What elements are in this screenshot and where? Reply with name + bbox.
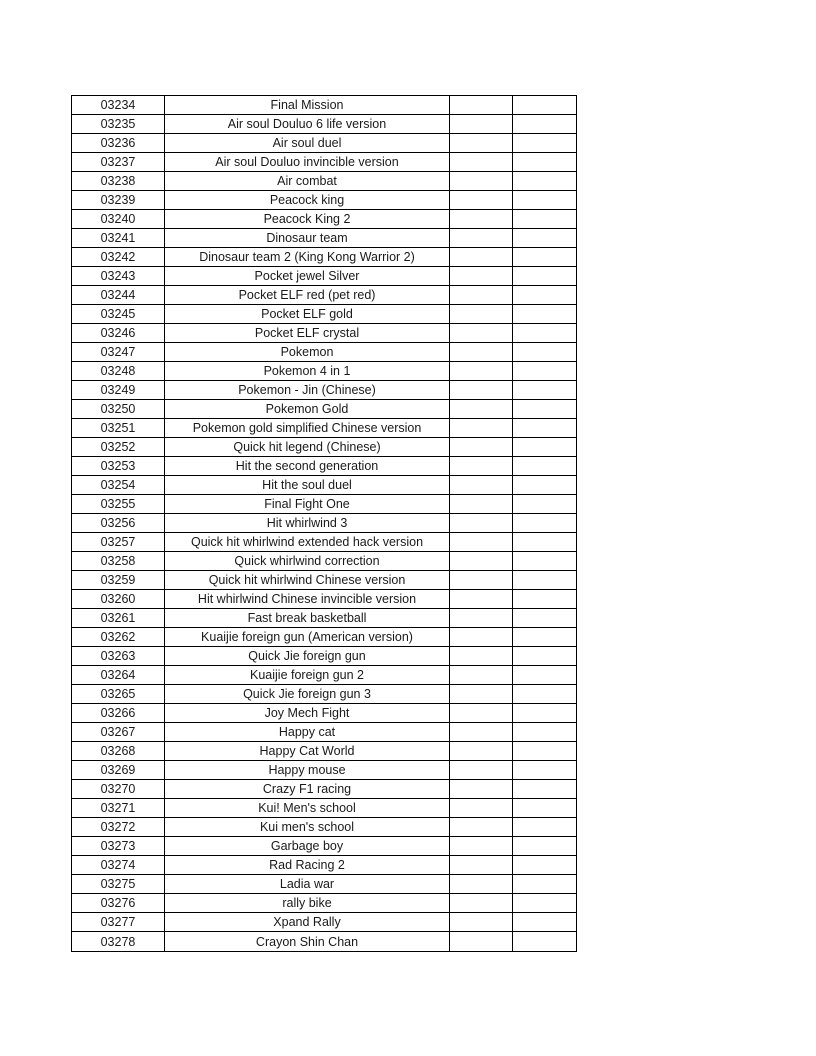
cell-name: Quick Jie foreign gun 3 xyxy=(165,685,450,703)
table-row xyxy=(72,400,576,419)
cell-col3 xyxy=(450,742,513,760)
cell-col4 xyxy=(513,647,576,665)
cell-col4 xyxy=(513,267,576,285)
cell-col3 xyxy=(450,419,513,437)
cell-id: 03265 xyxy=(72,685,165,703)
table-row xyxy=(72,343,576,362)
cell-col3 xyxy=(450,799,513,817)
cell-id: 03274 xyxy=(72,856,165,874)
cell-name: Pocket ELF crystal xyxy=(165,324,450,342)
table-row xyxy=(72,571,576,590)
table-row xyxy=(72,913,576,932)
table-row xyxy=(72,609,576,628)
cell-col3 xyxy=(450,552,513,570)
cell-name: Xpand Rally xyxy=(165,913,450,931)
cell-col3 xyxy=(450,495,513,513)
table-row xyxy=(72,647,576,666)
game-list-table xyxy=(71,95,577,952)
table-row xyxy=(72,685,576,704)
table-row xyxy=(72,514,576,533)
cell-col3 xyxy=(450,381,513,399)
cell-col4 xyxy=(513,742,576,760)
cell-col4 xyxy=(513,571,576,589)
cell-name: Dinosaur team 2 (King Kong Warrior 2) xyxy=(165,248,450,266)
cell-id: 03270 xyxy=(72,780,165,798)
cell-name: Joy Mech Fight xyxy=(165,704,450,722)
cell-col3 xyxy=(450,761,513,779)
cell-name: Fast break basketball xyxy=(165,609,450,627)
cell-name: Quick hit legend (Chinese) xyxy=(165,438,450,456)
cell-id: 03261 xyxy=(72,609,165,627)
table-row xyxy=(72,248,576,267)
cell-col3 xyxy=(450,723,513,741)
cell-id: 03250 xyxy=(72,400,165,418)
table-row xyxy=(72,628,576,647)
cell-name: Quick whirlwind correction xyxy=(165,552,450,570)
cell-id: 03247 xyxy=(72,343,165,361)
cell-col4 xyxy=(513,343,576,361)
cell-col3 xyxy=(450,818,513,836)
cell-col4 xyxy=(513,856,576,874)
cell-col4 xyxy=(513,248,576,266)
table-row xyxy=(72,780,576,799)
cell-col3 xyxy=(450,647,513,665)
cell-col4 xyxy=(513,172,576,190)
cell-col3 xyxy=(450,590,513,608)
cell-name: Air soul duel xyxy=(165,134,450,152)
cell-col3 xyxy=(450,628,513,646)
cell-id: 03266 xyxy=(72,704,165,722)
cell-name: Air soul Douluo 6 life version xyxy=(165,115,450,133)
cell-col4 xyxy=(513,932,576,951)
cell-id: 03244 xyxy=(72,286,165,304)
cell-name: Rad Racing 2 xyxy=(165,856,450,874)
cell-col3 xyxy=(450,210,513,228)
cell-id: 03252 xyxy=(72,438,165,456)
cell-col4 xyxy=(513,191,576,209)
cell-name: Happy Cat World xyxy=(165,742,450,760)
cell-col3 xyxy=(450,362,513,380)
cell-name: Kuaijie foreign gun 2 xyxy=(165,666,450,684)
cell-name: Pokemon - Jin (Chinese) xyxy=(165,381,450,399)
table-row xyxy=(72,495,576,514)
cell-id: 03255 xyxy=(72,495,165,513)
table-row xyxy=(72,362,576,381)
table-row xyxy=(72,115,576,134)
cell-id: 03271 xyxy=(72,799,165,817)
cell-id: 03257 xyxy=(72,533,165,551)
cell-col3 xyxy=(450,153,513,171)
cell-name: Ladia war xyxy=(165,875,450,893)
table-row xyxy=(72,229,576,248)
cell-name: Crayon Shin Chan xyxy=(165,932,450,951)
cell-col3 xyxy=(450,229,513,247)
cell-col4 xyxy=(513,286,576,304)
table-row xyxy=(72,96,576,115)
cell-id: 03243 xyxy=(72,267,165,285)
cell-id: 03264 xyxy=(72,666,165,684)
cell-col3 xyxy=(450,324,513,342)
cell-name: Happy cat xyxy=(165,723,450,741)
cell-col3 xyxy=(450,875,513,893)
table-row xyxy=(72,476,576,495)
cell-id: 03258 xyxy=(72,552,165,570)
cell-col3 xyxy=(450,932,513,951)
cell-id: 03269 xyxy=(72,761,165,779)
cell-id: 03277 xyxy=(72,913,165,931)
cell-name: Happy mouse xyxy=(165,761,450,779)
cell-col4 xyxy=(513,438,576,456)
cell-col4 xyxy=(513,115,576,133)
table-row xyxy=(72,533,576,552)
cell-col3 xyxy=(450,704,513,722)
cell-col3 xyxy=(450,172,513,190)
cell-col4 xyxy=(513,400,576,418)
cell-id: 03278 xyxy=(72,932,165,951)
cell-id: 03236 xyxy=(72,134,165,152)
cell-name: Kuaijie foreign gun (American version) xyxy=(165,628,450,646)
cell-col3 xyxy=(450,685,513,703)
table-row xyxy=(72,153,576,172)
cell-name: Air soul Douluo invincible version xyxy=(165,153,450,171)
cell-name: Pocket jewel Silver xyxy=(165,267,450,285)
table-row xyxy=(72,438,576,457)
cell-col3 xyxy=(450,913,513,931)
table-row xyxy=(72,666,576,685)
cell-col4 xyxy=(513,761,576,779)
cell-col4 xyxy=(513,780,576,798)
cell-col4 xyxy=(513,153,576,171)
cell-name: Garbage boy xyxy=(165,837,450,855)
cell-col3 xyxy=(450,533,513,551)
cell-id: 03262 xyxy=(72,628,165,646)
table-row xyxy=(72,210,576,229)
cell-col4 xyxy=(513,362,576,380)
cell-id: 03259 xyxy=(72,571,165,589)
cell-col4 xyxy=(513,134,576,152)
table-row xyxy=(72,742,576,761)
cell-name: Hit whirlwind 3 xyxy=(165,514,450,532)
cell-col4 xyxy=(513,628,576,646)
cell-id: 03263 xyxy=(72,647,165,665)
cell-name: rally bike xyxy=(165,894,450,912)
cell-col4 xyxy=(513,419,576,437)
cell-id: 03256 xyxy=(72,514,165,532)
cell-col4 xyxy=(513,704,576,722)
cell-col3 xyxy=(450,457,513,475)
cell-id: 03267 xyxy=(72,723,165,741)
cell-id: 03235 xyxy=(72,115,165,133)
cell-id: 03238 xyxy=(72,172,165,190)
cell-name: Crazy F1 racing xyxy=(165,780,450,798)
cell-col3 xyxy=(450,856,513,874)
cell-name: Pocket ELF gold xyxy=(165,305,450,323)
cell-col4 xyxy=(513,913,576,931)
table-row xyxy=(72,381,576,400)
cell-col4 xyxy=(513,590,576,608)
table-row xyxy=(72,286,576,305)
cell-col3 xyxy=(450,267,513,285)
cell-col3 xyxy=(450,134,513,152)
table-row xyxy=(72,267,576,286)
cell-name: Hit whirlwind Chinese invincible version xyxy=(165,590,450,608)
cell-name: Peacock King 2 xyxy=(165,210,450,228)
table-row xyxy=(72,305,576,324)
cell-id: 03245 xyxy=(72,305,165,323)
cell-name: Peacock king xyxy=(165,191,450,209)
cell-id: 03239 xyxy=(72,191,165,209)
cell-id: 03276 xyxy=(72,894,165,912)
cell-col3 xyxy=(450,514,513,532)
table-row xyxy=(72,552,576,571)
cell-id: 03253 xyxy=(72,457,165,475)
cell-col3 xyxy=(450,115,513,133)
cell-id: 03273 xyxy=(72,837,165,855)
cell-name: Pokemon xyxy=(165,343,450,361)
cell-col3 xyxy=(450,894,513,912)
table-row xyxy=(72,191,576,210)
cell-col3 xyxy=(450,609,513,627)
cell-col4 xyxy=(513,609,576,627)
cell-col4 xyxy=(513,514,576,532)
cell-id: 03249 xyxy=(72,381,165,399)
cell-col3 xyxy=(450,438,513,456)
cell-col4 xyxy=(513,533,576,551)
table-row xyxy=(72,837,576,856)
table-row xyxy=(72,856,576,875)
cell-col3 xyxy=(450,780,513,798)
table-row xyxy=(72,172,576,191)
cell-col4 xyxy=(513,476,576,494)
cell-id: 03237 xyxy=(72,153,165,171)
table-row xyxy=(72,134,576,153)
cell-col3 xyxy=(450,571,513,589)
cell-id: 03268 xyxy=(72,742,165,760)
cell-name: Hit the soul duel xyxy=(165,476,450,494)
cell-col4 xyxy=(513,685,576,703)
cell-col4 xyxy=(513,96,576,114)
table-row xyxy=(72,894,576,913)
cell-name: Hit the second generation xyxy=(165,457,450,475)
cell-id: 03240 xyxy=(72,210,165,228)
cell-col3 xyxy=(450,96,513,114)
table-row xyxy=(72,761,576,780)
cell-col4 xyxy=(513,666,576,684)
cell-name: Pokemon gold simplified Chinese version xyxy=(165,419,450,437)
cell-name: Dinosaur team xyxy=(165,229,450,247)
cell-id: 03234 xyxy=(72,96,165,114)
cell-name: Quick hit whirlwind Chinese version xyxy=(165,571,450,589)
cell-col4 xyxy=(513,229,576,247)
cell-name: Quick hit whirlwind extended hack version xyxy=(165,533,450,551)
cell-col3 xyxy=(450,191,513,209)
cell-id: 03242 xyxy=(72,248,165,266)
table-row xyxy=(72,799,576,818)
cell-col4 xyxy=(513,495,576,513)
cell-name: Air combat xyxy=(165,172,450,190)
cell-name: Pokemon Gold xyxy=(165,400,450,418)
cell-name: Kui men's school xyxy=(165,818,450,836)
table-row xyxy=(72,704,576,723)
cell-col3 xyxy=(450,476,513,494)
table-row xyxy=(72,818,576,837)
cell-name: Pokemon 4 in 1 xyxy=(165,362,450,380)
cell-col4 xyxy=(513,875,576,893)
cell-col3 xyxy=(450,248,513,266)
cell-col4 xyxy=(513,552,576,570)
cell-col3 xyxy=(450,343,513,361)
cell-col3 xyxy=(450,400,513,418)
cell-id: 03241 xyxy=(72,229,165,247)
table-row xyxy=(72,590,576,609)
cell-col4 xyxy=(513,894,576,912)
cell-col3 xyxy=(450,666,513,684)
cell-col3 xyxy=(450,305,513,323)
cell-id: 03254 xyxy=(72,476,165,494)
cell-name: Pocket ELF red (pet red) xyxy=(165,286,450,304)
cell-col4 xyxy=(513,324,576,342)
table-row xyxy=(72,723,576,742)
cell-col4 xyxy=(513,457,576,475)
table-row xyxy=(72,932,576,951)
cell-id: 03272 xyxy=(72,818,165,836)
table-row xyxy=(72,875,576,894)
table-row xyxy=(72,419,576,438)
cell-col3 xyxy=(450,837,513,855)
cell-id: 03248 xyxy=(72,362,165,380)
cell-id: 03251 xyxy=(72,419,165,437)
table-row xyxy=(72,457,576,476)
cell-col4 xyxy=(513,818,576,836)
cell-col4 xyxy=(513,837,576,855)
cell-id: 03260 xyxy=(72,590,165,608)
cell-col4 xyxy=(513,723,576,741)
cell-col4 xyxy=(513,305,576,323)
cell-id: 03275 xyxy=(72,875,165,893)
cell-name: Final Mission xyxy=(165,96,450,114)
cell-col3 xyxy=(450,286,513,304)
cell-col4 xyxy=(513,799,576,817)
cell-name: Quick Jie foreign gun xyxy=(165,647,450,665)
cell-name: Kui! Men's school xyxy=(165,799,450,817)
cell-name: Final Fight One xyxy=(165,495,450,513)
cell-col4 xyxy=(513,210,576,228)
table-row xyxy=(72,324,576,343)
cell-id: 03246 xyxy=(72,324,165,342)
cell-col4 xyxy=(513,381,576,399)
